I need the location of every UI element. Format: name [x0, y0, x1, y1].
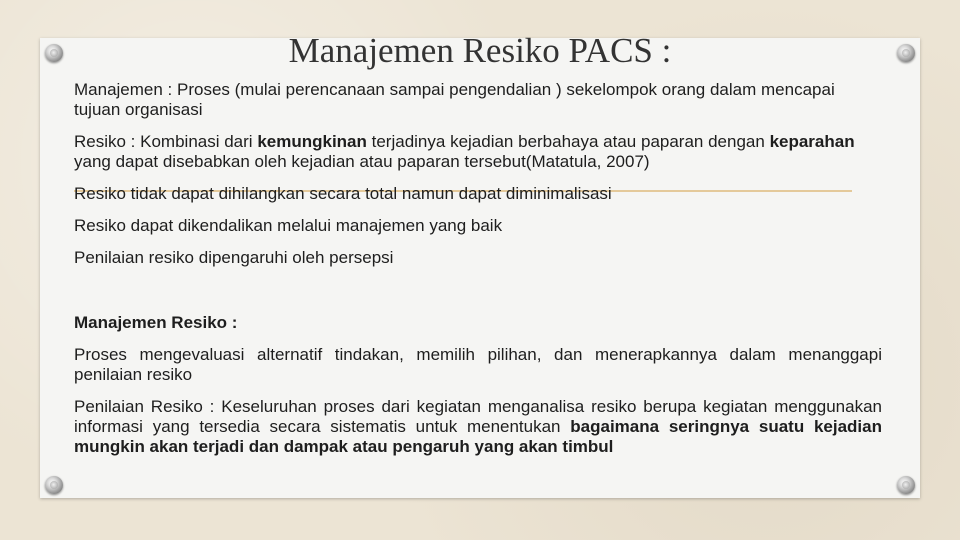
slide-content — [74, 80, 882, 457]
definition-resiko-text-3: yang dapat disebabkan oleh kejadian atau paparan tersebut(Matatula, 2007) — [74, 152, 650, 171]
definition-resiko-bold-2: keparahan — [769, 132, 855, 151]
penilaian-bold: bagaimana seringnya suatu kejadian mungkin akan terjadi dan dampak atau pengaruh yang akan timbul — [74, 417, 882, 456]
definition-resiko-text-2: terjadinya kejadian berbahaya atau paparan dengan — [366, 132, 770, 151]
section-heading-manajemen-resiko: Manajemen Resiko : — [74, 313, 238, 332]
slide-title: Manajemen Resiko PACS : — [288, 31, 672, 70]
definition-resiko-text-1: Resiko : Kombinasi dari — [74, 132, 258, 151]
definition-resiko-bold-1: kemungkinan — [257, 132, 367, 151]
definition-proses: Proses mengevaluasi alternatif tindakan, memilih pilihan, dan menerapkannya dalam menanggapi penilaian resiko — [74, 345, 882, 384]
pushpin-icon — [45, 476, 63, 494]
penilaian-text: Penilaian Resiko : Keseluruhan proses dari kegiatan menganalisa resiko berupa kegiatan menggunakan informasi yang tersedia secara sistematis untuk menentukan — [74, 397, 882, 436]
point-dikendalikan: Resiko dapat dikendalikan melalui manajemen yang baik — [74, 216, 503, 235]
definition-manajemen: Manajemen : Proses (mulai perencanaan sampai pengendalian ) sekelompok orang dalam mencapai tujuan organisasi — [74, 80, 835, 119]
definition-resiko — [74, 132, 882, 172]
definition-penilaian-resiko — [74, 397, 882, 457]
point-persepsi: Penilaian resiko dipengaruhi oleh persepsi — [74, 248, 394, 267]
point-minimalisasi: Resiko tidak dapat dihilangkan secara total namun dapat diminimalisasi — [74, 184, 612, 203]
pushpin-icon — [897, 476, 915, 494]
